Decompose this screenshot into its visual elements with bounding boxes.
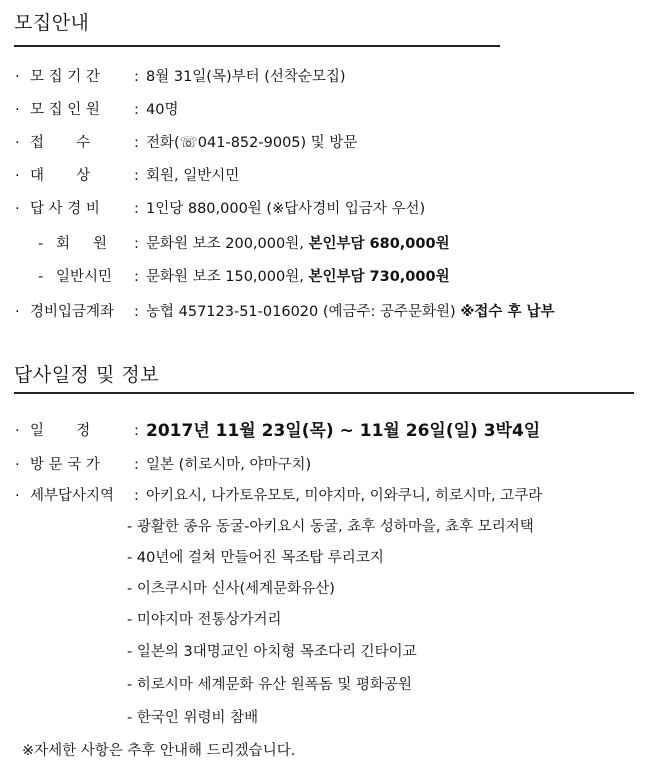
bullet: · xyxy=(15,488,20,504)
self-pay-text: 본인부담 730,000원 xyxy=(308,269,450,285)
row-value: 1인당 880,000원 (※답사경비 입금자 우선) xyxy=(146,201,426,217)
highlight-item xyxy=(127,543,657,573)
highlight-item xyxy=(127,703,657,733)
payment-note: ※접수 후 납부 xyxy=(460,304,555,320)
highlight-text: - 히로시마 세계문화 유산 원폭돔 및 평화공원 xyxy=(127,677,413,693)
section-title-recruitment: 모집안내 xyxy=(14,12,90,34)
cost-row-citizen xyxy=(0,262,657,292)
row-value: 40명 xyxy=(146,102,179,118)
row-label: 방 문 국 가 xyxy=(30,457,100,473)
row-value: 2017년 11월 23일(목) ~ 11월 26일(일) 3박4일 xyxy=(146,421,541,441)
section-divider xyxy=(14,392,634,394)
row-label: 회 원 xyxy=(56,236,108,252)
cost-row-member xyxy=(0,229,657,259)
bullet: · xyxy=(15,423,20,439)
colon: : xyxy=(134,201,139,217)
row-value: 일본 (히로시마, 야마구치) xyxy=(146,457,312,473)
bullet: · xyxy=(15,457,20,473)
row-value-wrap xyxy=(146,297,555,327)
colon: : xyxy=(134,304,139,320)
row-label: 일 정 xyxy=(30,423,91,439)
dash: - xyxy=(38,236,44,252)
colon: : xyxy=(134,423,139,439)
row-label: 답 사 경 비 xyxy=(30,201,100,217)
colon: : xyxy=(134,102,139,118)
colon: : xyxy=(134,69,139,85)
row-label: 대 상 xyxy=(30,168,91,184)
section-divider xyxy=(14,45,500,47)
info-row-account xyxy=(0,297,657,327)
row-label: 모 집 기 간 xyxy=(30,69,100,85)
info-row-target xyxy=(0,161,657,191)
info-row-registration xyxy=(0,128,657,158)
info-row-country xyxy=(0,450,657,480)
highlight-item xyxy=(127,670,657,700)
highlight-text: - 40년에 걸쳐 만들어진 목조탑 루리코지 xyxy=(127,550,384,566)
info-row-cost xyxy=(0,194,657,224)
highlight-item xyxy=(127,512,657,542)
bullet: · xyxy=(15,201,20,217)
colon: : xyxy=(134,488,139,504)
colon: : xyxy=(134,269,139,285)
row-label: 세부답사지역 xyxy=(30,488,115,504)
account-text: 농협 457123-51-016020 (예금주: 공주문화원) xyxy=(146,304,461,320)
colon: : xyxy=(134,236,139,252)
row-label: 경비입금계좌 xyxy=(30,304,115,320)
highlight-text: - 한국인 위령비 참배 xyxy=(127,710,259,726)
row-label: 일반시민 xyxy=(56,269,113,285)
highlight-item xyxy=(127,605,657,635)
colon: : xyxy=(134,135,139,151)
footer-note xyxy=(0,736,657,766)
subsidy-text: 문화원 보조 200,000원, xyxy=(146,236,309,252)
highlight-text: - 이츠쿠시마 신사(세계문화유산) xyxy=(127,581,335,597)
bullet: · xyxy=(15,69,20,85)
info-row-capacity xyxy=(0,95,657,125)
highlight-item xyxy=(127,574,657,604)
info-row-period xyxy=(0,62,657,92)
colon: : xyxy=(134,457,139,473)
row-value: 아키요시, 나가토유모토, 미야지마, 이와쿠니, 히로시마, 고쿠라 xyxy=(146,488,543,504)
bullet: · xyxy=(15,304,20,320)
bullet: · xyxy=(15,168,20,184)
highlight-item xyxy=(127,637,657,667)
row-label: 모 집 인 원 xyxy=(30,102,100,118)
row-value: 전화(☏041-852-9005) 및 방문 xyxy=(146,135,358,151)
note-text: ※자세한 사항은 추후 안내해 드리겠습니다. xyxy=(22,743,296,759)
highlight-text: - 광활한 종유 동굴-아키요시 동굴, 쵸후 성하마을, 쵸후 모리저택 xyxy=(127,519,534,535)
info-row-dates xyxy=(0,414,657,448)
row-value-wrap xyxy=(146,262,450,292)
highlight-text: - 미야지마 전통상가거리 xyxy=(127,612,282,628)
info-row-regions xyxy=(0,481,657,511)
colon: : xyxy=(134,168,139,184)
row-value-wrap xyxy=(146,229,450,259)
row-label: 접 수 xyxy=(30,135,91,151)
section-title-itinerary: 답사일정 및 정보 xyxy=(14,364,160,386)
dash: - xyxy=(38,269,44,285)
highlight-text: - 일본의 3대명교인 아치형 목조다리 긴타이교 xyxy=(127,644,417,660)
bullet: · xyxy=(15,102,20,118)
row-value: 8월 31일(목)부터 (선착순모집) xyxy=(146,69,346,85)
self-pay-text: 본인부담 680,000원 xyxy=(308,236,450,252)
bullet: · xyxy=(15,135,20,151)
row-value: 회원, 일반시민 xyxy=(146,168,240,184)
subsidy-text: 문화원 보조 150,000원, xyxy=(146,269,309,285)
